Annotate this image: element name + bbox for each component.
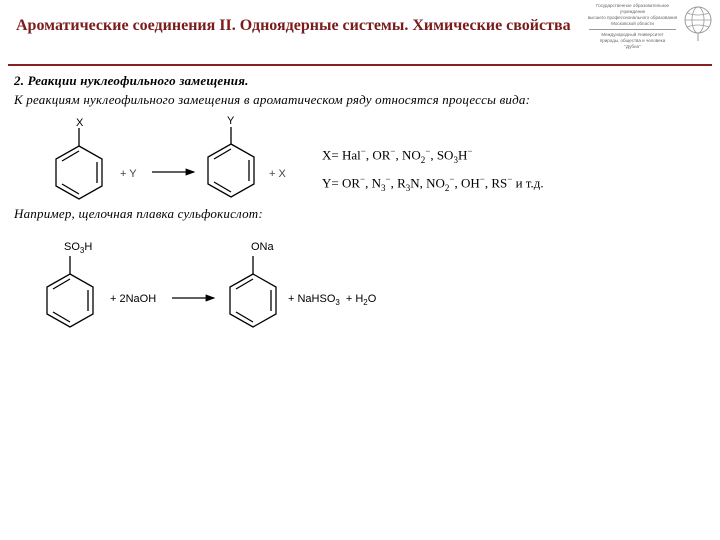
byproduct-label: + X: [269, 168, 286, 180]
substituent-definitions: [322, 142, 544, 198]
logo-line: природы, общества и человека: [599, 38, 666, 43]
section-heading: 2. Реакции нуклеофильного замещения.: [14, 73, 249, 88]
logo-line: Государственное образовательное учреждение: [595, 3, 670, 14]
example-text: Например, щелочная плавка сульфокислот:: [14, 206, 263, 221]
logo-line: Московской области: [611, 21, 654, 26]
benzene-ring-phenolate: [230, 256, 276, 327]
phenolate-label: ONa: [251, 241, 274, 253]
reagent-label: + Y: [120, 168, 137, 180]
sulfonic-acid-label: $SO_3H$: [64, 241, 93, 255]
naoh-reagent-label: + 2NaOH: [110, 293, 157, 305]
benzene-ring-sulfonic-acid: [47, 256, 93, 327]
nahso3-h2o-label: + NaHSO$_3$ + $H_2O$: [288, 293, 377, 307]
y-definition: Y= OR−, $N_3^-$, $R_3N$, $NO_2^-$, OH−, RS− и т.д.: [322, 173, 544, 193]
intro-text: К реакциям нуклеофильного замещения в ароматическом ряду относятся процессы вида:: [14, 92, 531, 107]
logo-line: Международный Университет: [601, 32, 664, 37]
x-definition: X= Hal−, OR−, $NO_2^-$, $SO_3H^-$: [322, 146, 473, 165]
reactant-substituent: X: [76, 117, 84, 129]
logo-line: высшего профессионального образования: [587, 15, 678, 20]
page-title: Ароматические соединения II. Одноядерные системы. Химические свойства: [16, 17, 571, 34]
product-substituent: Y: [227, 115, 235, 127]
logo-line: "Дубна": [624, 44, 641, 49]
benzene-ring-product: [208, 127, 254, 197]
benzene-ring-reactant: [56, 128, 102, 199]
